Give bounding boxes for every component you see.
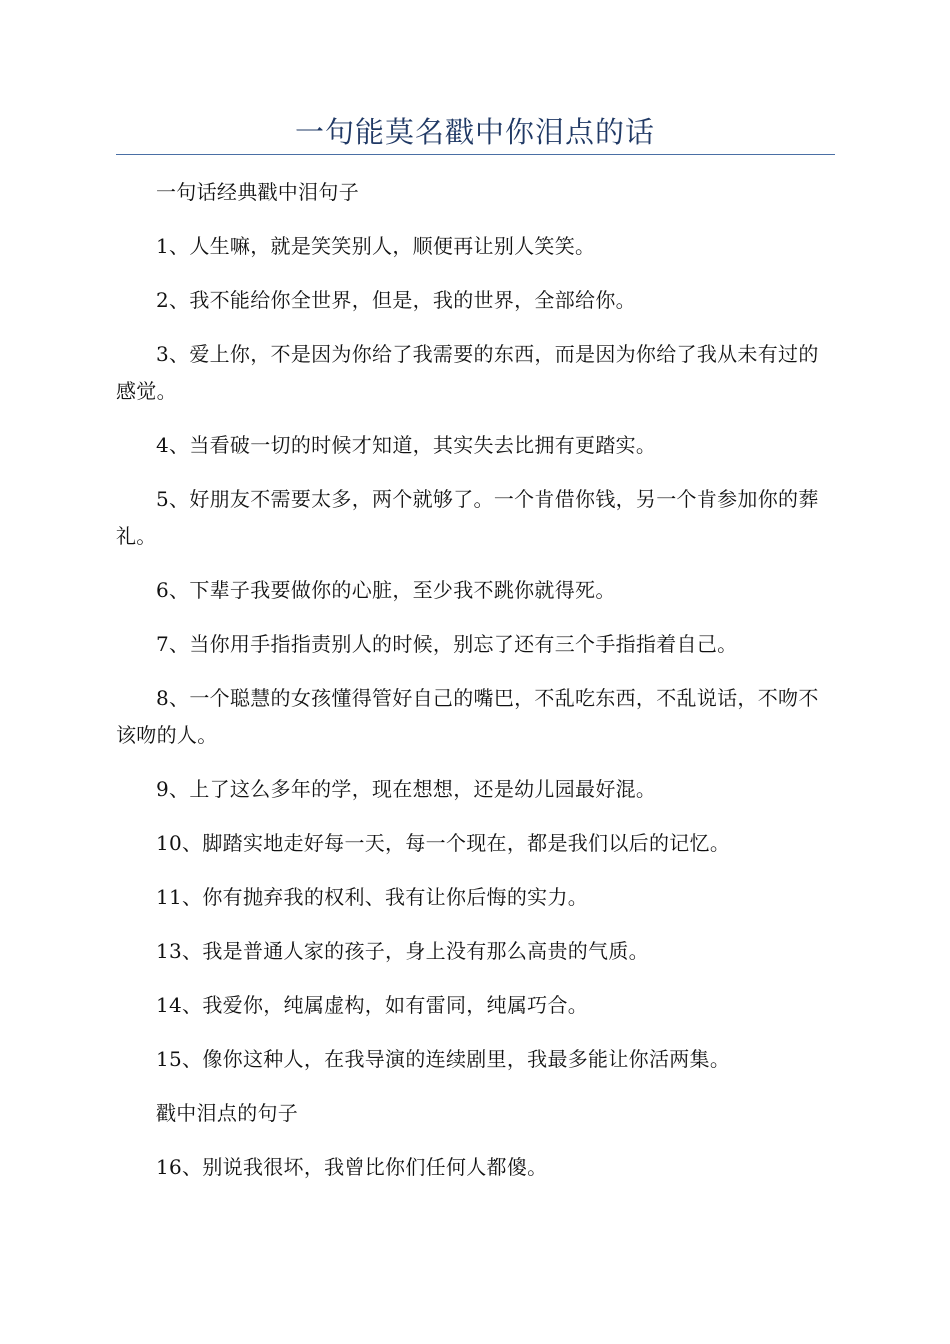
quote-paragraph: 8、一个聪慧的女孩懂得管好自己的嘴巴，不乱吃东西，不乱说话，不吻不该吻的人。 — [116, 686, 819, 747]
quote-paragraph: 3、爱上你，不是因为你给了我需要的东西，而是因为你给了我从未有过的感觉。 — [116, 342, 819, 403]
quote-paragraph: 15、像你这种人，在我导演的连续剧里，我最多能让你活两集。 — [156, 1047, 731, 1071]
quote-paragraph: 7、当你用手指指责别人的时候，别忘了还有三个手指指着自己。 — [156, 632, 738, 656]
quote-paragraph: 9、上了这么多年的学，现在想想，还是幼儿园最好混。 — [156, 777, 657, 801]
quote-paragraph: 10、脚踏实地走好每一天，每一个现在，都是我们以后的记忆。 — [156, 831, 731, 855]
title-underline — [116, 154, 835, 155]
quote-paragraph: 2、我不能给你全世界，但是，我的世界，全部给你。 — [156, 288, 636, 312]
quote-paragraph: 6、下辈子我要做你的心脏，至少我不跳你就得死。 — [156, 578, 616, 602]
quote-paragraph: 11、你有抛弃我的权利、我有让你后悔的实力。 — [156, 885, 589, 909]
section-heading: 一句话经典戳中泪句子 — [156, 180, 359, 204]
document-body — [116, 174, 834, 1203]
document-title: 一句能莫名戳中你泪点的话 — [294, 115, 655, 149]
section-heading: 戳中泪点的句子 — [156, 1101, 299, 1125]
quote-paragraph: 13、我是普通人家的孩子，身上没有那么高贵的气质。 — [156, 939, 649, 963]
quote-paragraph: 14、我爱你，纯属虚构，如有雷同，纯属巧合。 — [156, 993, 589, 1017]
quote-paragraph: 16、别说我很坏，我曾比你们任何人都傻。 — [156, 1155, 548, 1179]
quote-paragraph: 4、当看破一切的时候才知道，其实失去比拥有更踏实。 — [156, 433, 657, 457]
quote-paragraph: 1、人生嘛，就是笑笑别人，顺便再让别人笑笑。 — [156, 234, 596, 258]
quote-paragraph: 5、好朋友不需要太多，两个就够了。一个肯借你钱，另一个肯参加你的葬礼。 — [116, 487, 819, 548]
